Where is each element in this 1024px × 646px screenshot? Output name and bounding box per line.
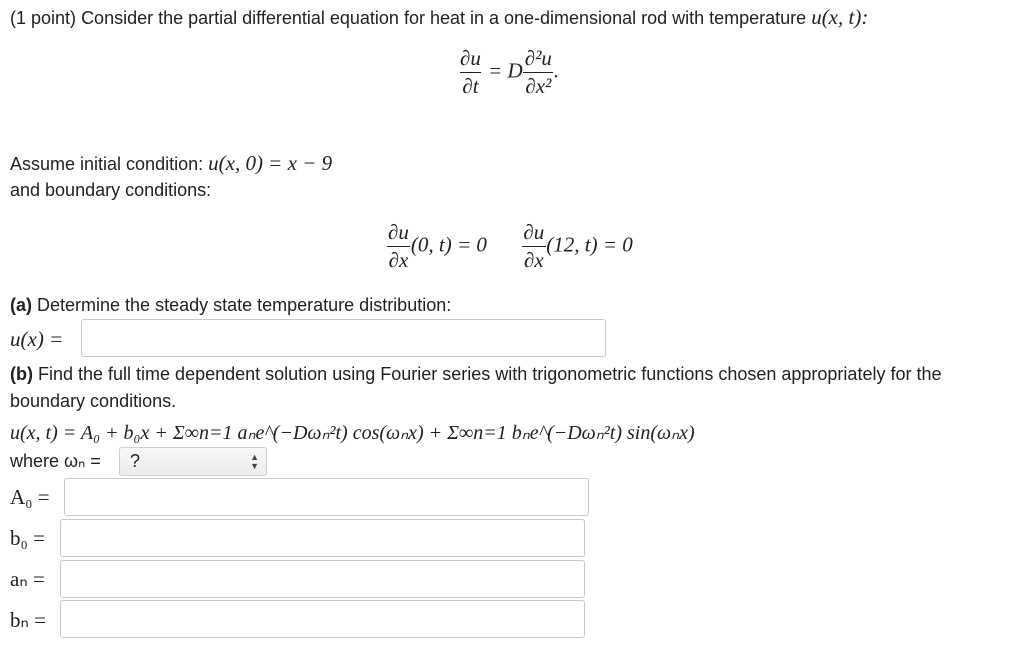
- bc2-rest: (12, t) = 0: [546, 232, 633, 257]
- select-arrows-icon: ▲ ▼: [250, 452, 259, 471]
- pde-rhs-den: ∂x²: [525, 74, 552, 98]
- b0-input[interactable]: [60, 519, 585, 557]
- pde-lhs-num: ∂u: [460, 46, 481, 70]
- boundary-conditions: [386, 222, 633, 271]
- bc1-num: ∂u: [388, 220, 409, 244]
- intro-text: Consider the partial differential equation for heat in a one-dimensional rod with temperature: [81, 8, 807, 28]
- part-b-text-line2: boundary conditions.: [10, 391, 177, 411]
- bc2-den: ∂x: [523, 248, 544, 272]
- pde-equation: [458, 48, 559, 97]
- where-omega: where ωₙ =: [10, 451, 101, 471]
- pde-equals: = D: [488, 58, 523, 83]
- b0-label: b₀ =: [10, 526, 45, 550]
- steady-state-input[interactable]: [81, 319, 606, 357]
- part-a-lhs: u(x) =: [10, 327, 64, 351]
- a0-input[interactable]: [64, 478, 589, 516]
- part-a-tag: (a): [10, 295, 32, 315]
- problem-intro: [10, 5, 868, 30]
- part-b-tag: (b): [10, 364, 33, 384]
- intro-function: u(x, t):: [811, 5, 869, 29]
- part-b-text-line1: Find the full time dependent solution using Fourier series with trigonometric functions chosen appropriately for the: [38, 364, 942, 384]
- an-input[interactable]: [60, 560, 585, 598]
- part-a-text: Determine the steady state temperature distribution:: [37, 295, 452, 315]
- a0-label: A₀ =: [10, 485, 50, 509]
- bn-label: bₙ =: [10, 608, 46, 632]
- bc2-fraction: [521, 222, 546, 271]
- initial-condition: [10, 151, 332, 176]
- bc1-den: ∂x: [388, 248, 409, 272]
- bn-input[interactable]: [60, 600, 585, 638]
- bc1-fraction: [386, 222, 411, 271]
- pde-rhs-fraction: [523, 48, 554, 97]
- omega-select-value: ?: [130, 451, 141, 471]
- points-label: (1 point): [10, 8, 77, 28]
- pde-lhs-den: ∂t: [462, 74, 479, 98]
- pde-lhs-fraction: [458, 48, 483, 97]
- fourier-solution: u(x, t) = A₀ + b₀x + Σ∞n=1 aₙe^(−Dωₙ²t) cos(ωₙx) + Σ∞n=1 bₙe^(−Dωₙ²t) sin(ωₙx): [10, 422, 695, 444]
- initial-expression: u(x, 0) = x − 9: [208, 151, 333, 175]
- pde-dot: .: [553, 58, 560, 83]
- an-label: aₙ =: [10, 567, 45, 591]
- omega-select[interactable]: [119, 447, 267, 476]
- part-a-prompt: [10, 295, 451, 316]
- initial-label: Assume initial condition:: [10, 154, 204, 174]
- part-b-prompt: [10, 364, 941, 385]
- bc1-rest: (0, t) = 0: [410, 232, 487, 257]
- pde-rhs-num: ∂²u: [524, 46, 552, 70]
- bc2-num: ∂u: [523, 220, 545, 244]
- boundary-label: and boundary conditions:: [10, 180, 212, 200]
